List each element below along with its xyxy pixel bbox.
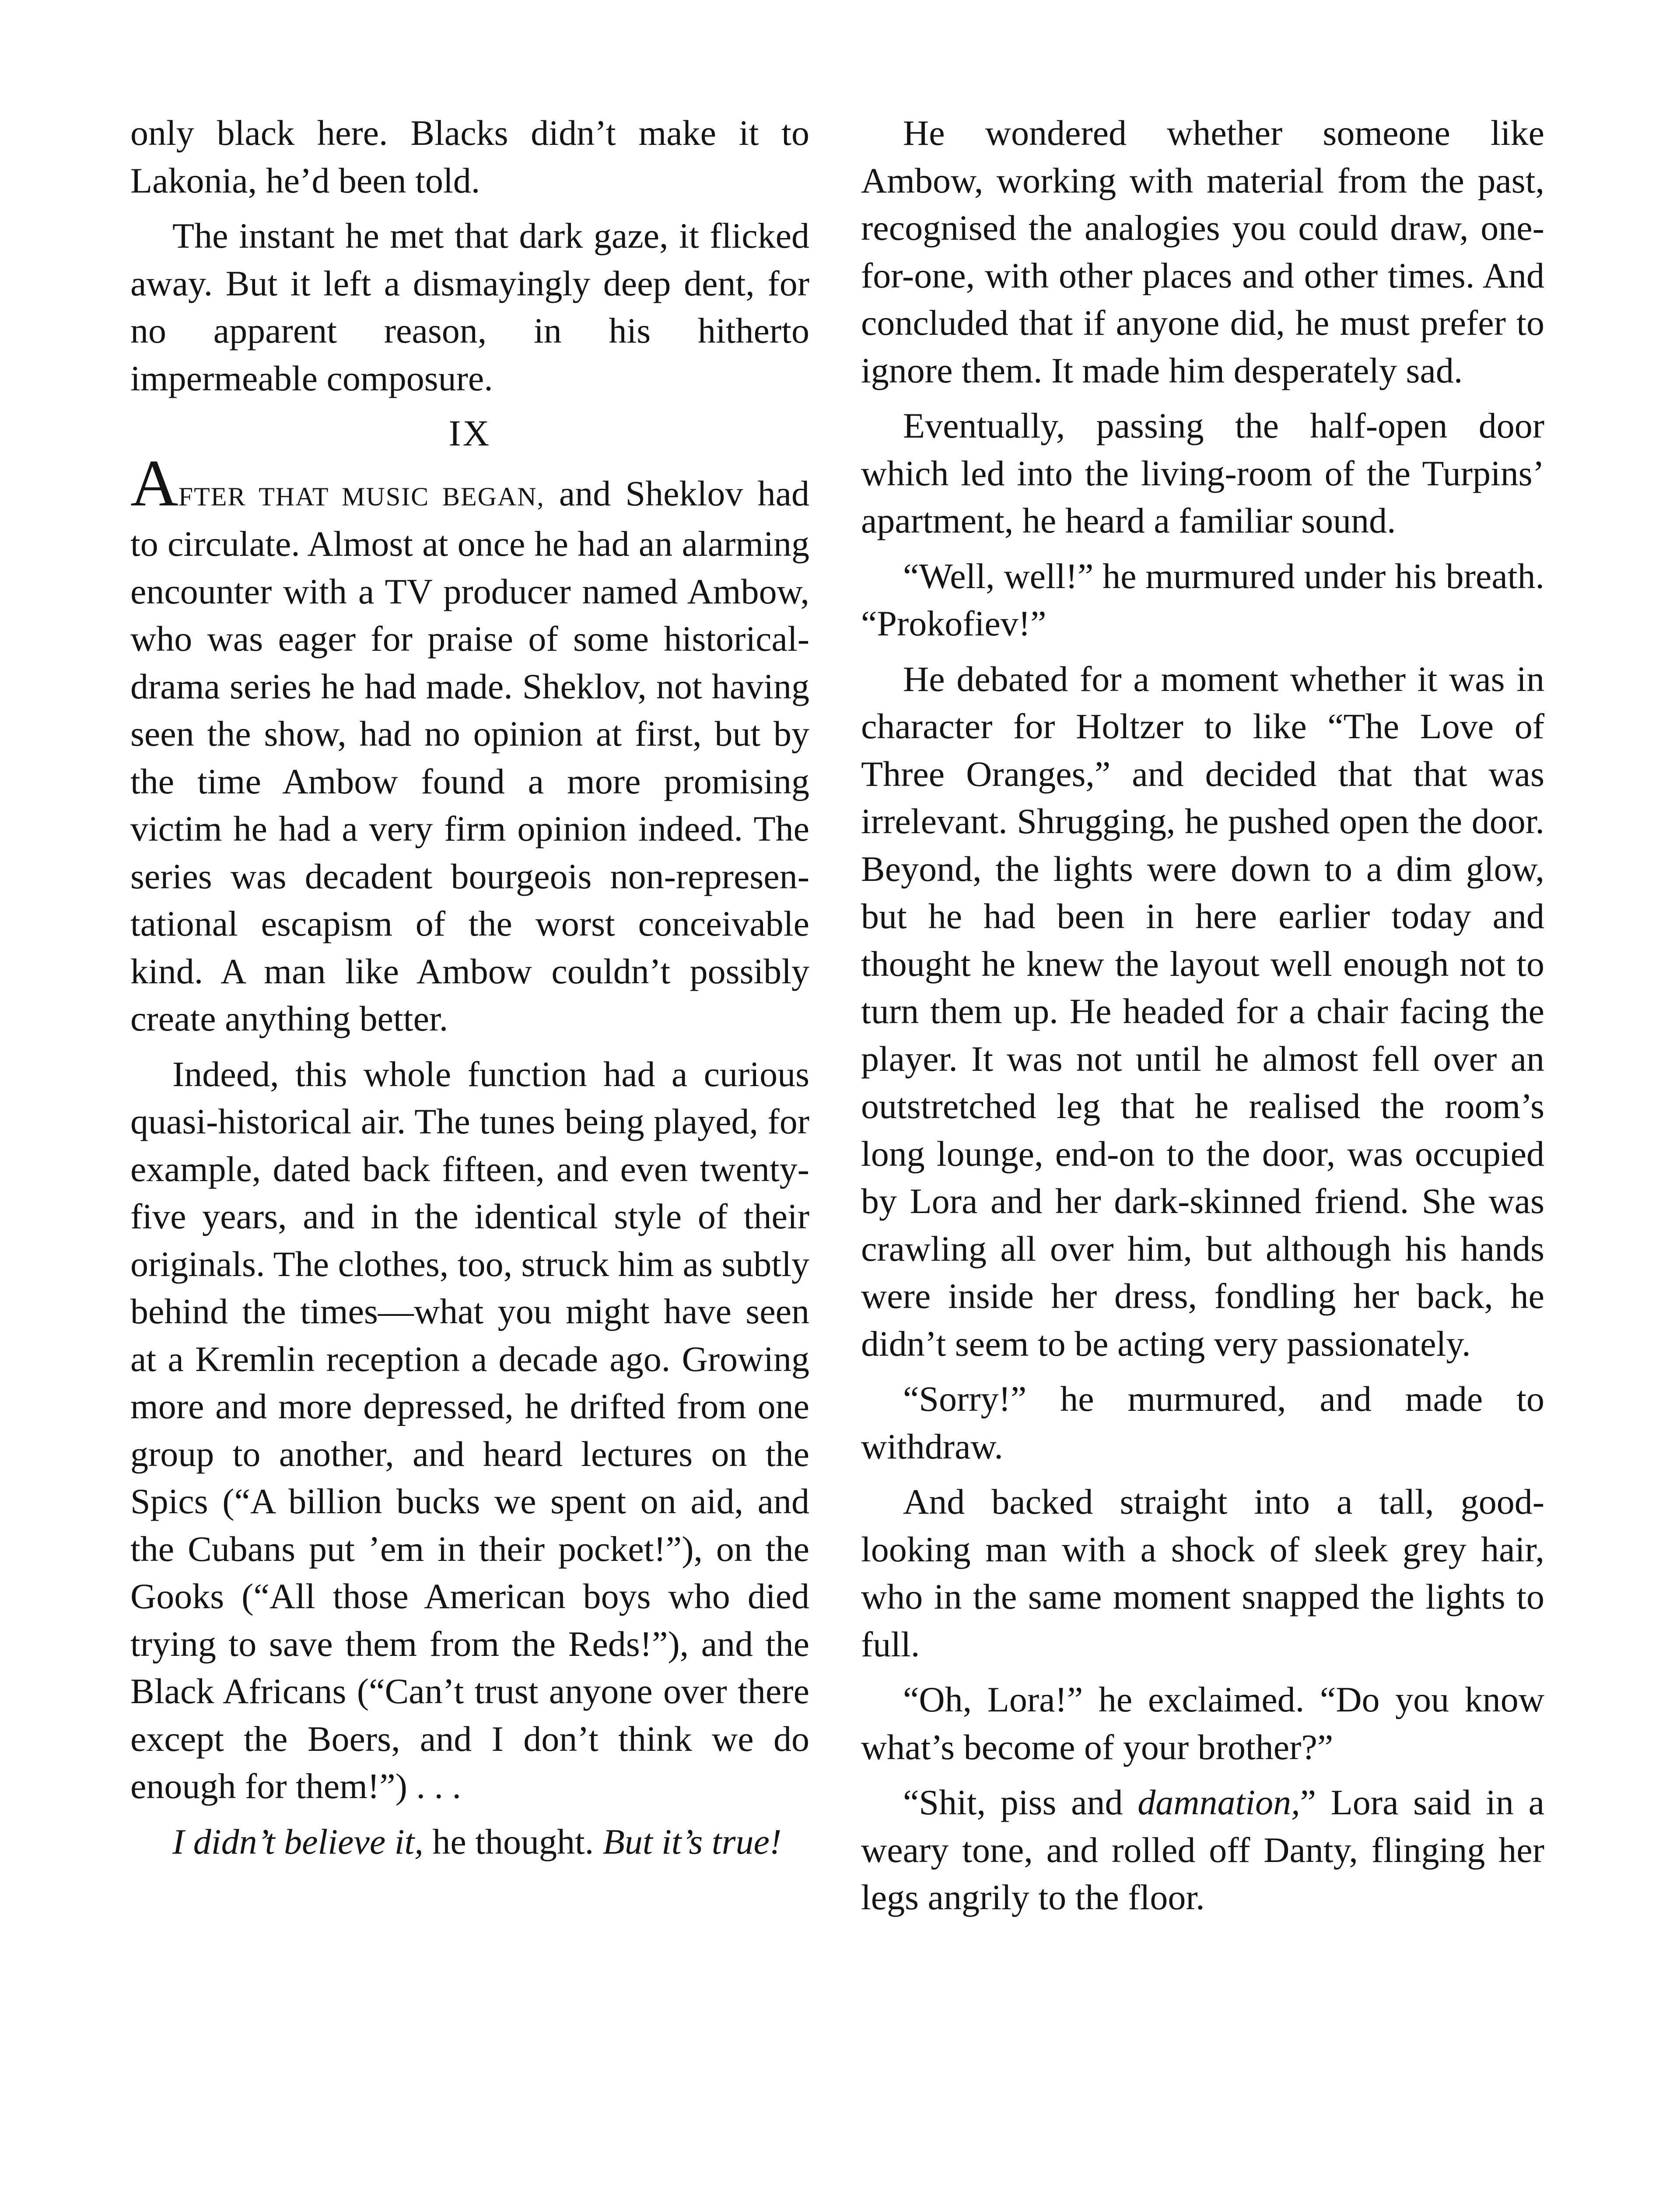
italic-text: damnation, [1138, 1782, 1300, 1822]
paragraph: “Well, well!” he murmured under his breath. “Prokofiev!” [861, 556, 1544, 643]
paragraph-text: “Shit, piss and [903, 1782, 1138, 1822]
paragraph: “Sorry!” he murmured, and made to withdraw. [861, 1379, 1544, 1466]
italic-text: I didn’t believe it, [172, 1821, 424, 1862]
left-column [130, 109, 809, 1873]
paragraph: And backed straight into a tall, good-looking man with a shock of sleek grey hair, who in the same moment snapped the lights to full. [861, 1482, 1544, 1664]
paragraph-text: and Sheklov had to circulate. Almost at once he had an alarming encounter with a TV producer named Ambow, who was eager for praise of some historical-drama series he had made. Sheklov, not having seen the show, had no opinion at first, but by the time Ambow found a more promising victim he had a very firm opinion indeed. The series was decadent bourgeois non-representational escapism of the worst conceivable kind. A man like Ambow couldn’t possibly create anything better. [130, 473, 809, 1038]
paragraph: He wondered whether someone like Ambow, working with material from the past, recognised the analogies you could draw, one-for-one, with other places and other times. And concluded that if anyone did, he must prefer to ignore them. It made him desperately sad. [861, 113, 1544, 390]
chapter-opening-paragraph [130, 446, 809, 1043]
paragraph-text: he thought. [423, 1821, 603, 1862]
paragraph [130, 1818, 809, 1866]
small-caps-lead: FTER THAT MUSIC BEGAN, [178, 482, 545, 511]
paragraph [861, 1779, 1544, 1922]
paragraph-text: ” Lora said in a weary tone, and rolled off Danty, flinging her legs angrily to the floor. [861, 1782, 1544, 1917]
paragraph: The instant he met that dark gaze, it flicked away. But it left a dismayingly deep dent, for no apparent reason, in his hitherto impermeable composure. [130, 216, 809, 398]
paragraph: Eventually, passing the half-open door which led into the living-room of the Turpins’ apartment, he heard a familiar sound. [861, 406, 1544, 540]
paragraph: Indeed, this whole function had a curious quasi-historical air. The tunes being played, for example, dated back fifteen, and even twenty-five years, and in the identical style of their originals. The clothes, too, struck him as subtly behind the times—what you might have seen at a Kremlin reception a decade ago. Growing more and more depressed, he drifted from one group to another, and heard lectures on the Spics (“A billion bucks we spent on aid, and the Cubans put ’em in their pocket!”), on the Gooks (“All those American boys who died trying to save them from the Reds!”), and the Black Africans (“Can’t trust anyone over there except the Boers, and I don’t think we do enough for them!”) . . . [130, 1054, 809, 1806]
italic-text: But it’s true! [602, 1821, 782, 1862]
paragraph: only black here. Blacks didn’t make it to Lakonia, he’d been told. [130, 113, 809, 200]
paragraph: “Oh, Lora!” he exclaimed. “Do you know what’s become of your brother?” [861, 1680, 1544, 1767]
chapter-number: IX [448, 413, 491, 454]
right-column [861, 109, 1544, 1929]
drop-cap: A [130, 446, 178, 520]
paragraph: He debated for a moment whether it was in character for Holtzer to like “The Love of Three Oranges,” and decided that that was irrelevant. Shrugging, he pushed open the door. Beyond, the lights were down to a dim glow, but he had been in here earlier today and thought he knew the layout well enough not to turn them up. He headed for a chair facing the player. It was not until he almost fell over an outstretched leg that he realised the room’s long lounge, end-on to the door, was occupied by Lora and her dark-skinned friend. She was crawling all over him, but although his hands were inside her dress, fondling her back, he didn’t seem to be acting very passionately. [861, 659, 1544, 1364]
